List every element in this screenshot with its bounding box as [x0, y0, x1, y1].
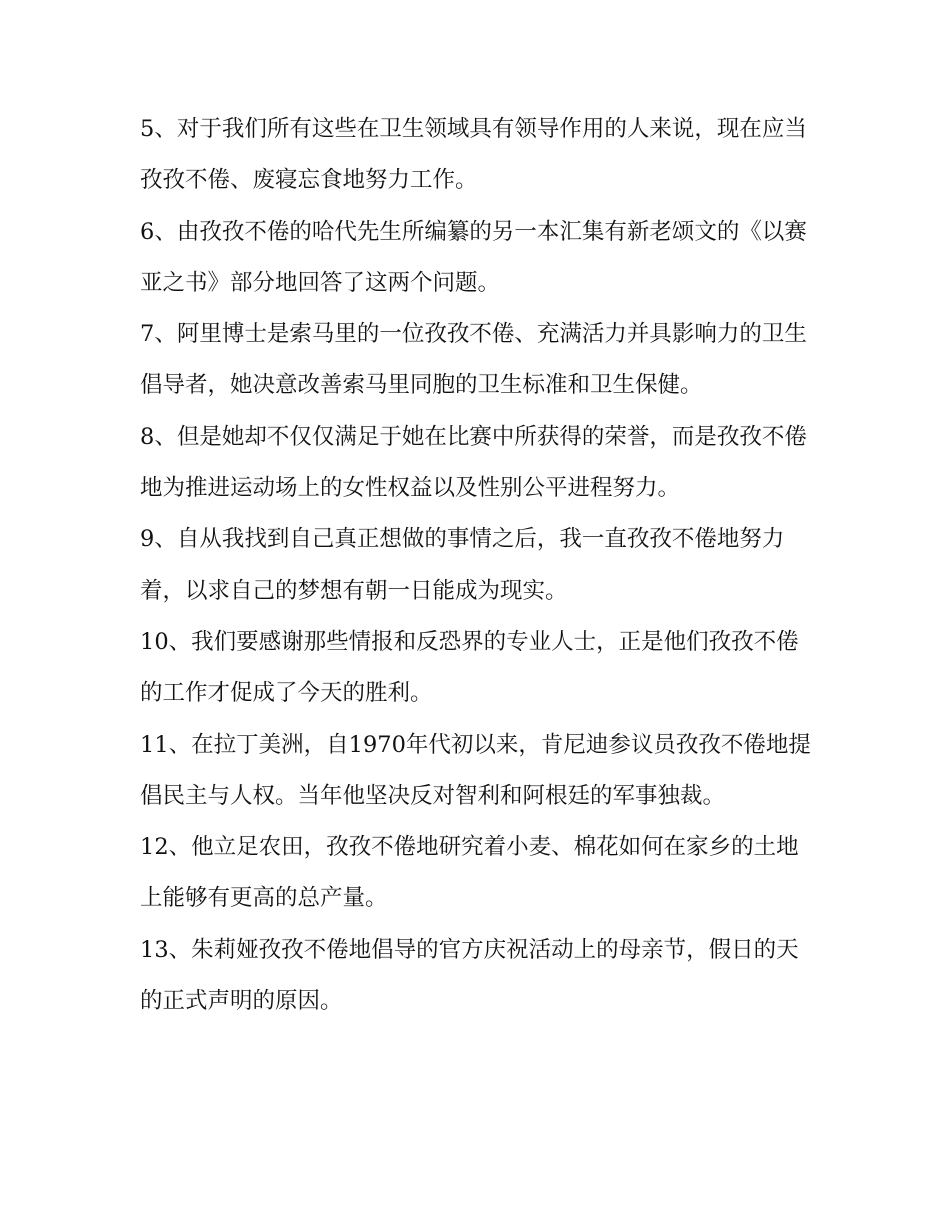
sentence-item: 13、朱莉娅孜孜不倦地倡导的官方庆祝活动上的母亲节，假日的天的正式声明的原因。 [140, 936, 799, 1015]
sentence-item: 9、自从我找到自己真正想做的事情之后，我一直孜孜不倦地努力着，以求自己的梦想有朝一日能成为现实。 [140, 526, 785, 604]
sentence-item: 11、在拉丁美洲，自1970年代初以来，肯尼迪参议员孜孜不倦地提倡民主与人权。当年他坚决反对智利和阿根廷的军事独裁。 [140, 731, 811, 809]
sentence-item: 7、阿里博士是索马里的一位孜孜不倦、充满活力并具影响力的卫生倡导者，她决意改善索马里同胞的卫生标准和卫生保健。 [140, 321, 807, 399]
document-body [140, 104, 815, 1027]
sentence-item: 8、但是她却不仅仅满足于她在比赛中所获得的荣誉，而是孜孜不倦地为推进运动场上的女性权益以及性别公平进程努力。 [140, 423, 807, 502]
sentence-item: 10、我们要感谢那些情报和反恐界的专业人士，正是他们孜孜不倦的工作才促成了今天的胜利。 [140, 628, 799, 707]
sentence-item: 6、由孜孜不倦的哈代先生所编纂的另一本汇集有新老颂文的《以赛亚之书》部分地回答了这两个问题。 [140, 218, 807, 296]
sentence-item: 12、他立足农田，孜孜不倦地研究着小麦、棉花如何在家乡的土地上能够有更高的总产量。 [140, 834, 799, 912]
sentence-item: 5、对于我们所有这些在卫生领域具有领导作用的人来说，现在应当孜孜不倦、废寝忘食地努力工作。 [140, 116, 807, 194]
